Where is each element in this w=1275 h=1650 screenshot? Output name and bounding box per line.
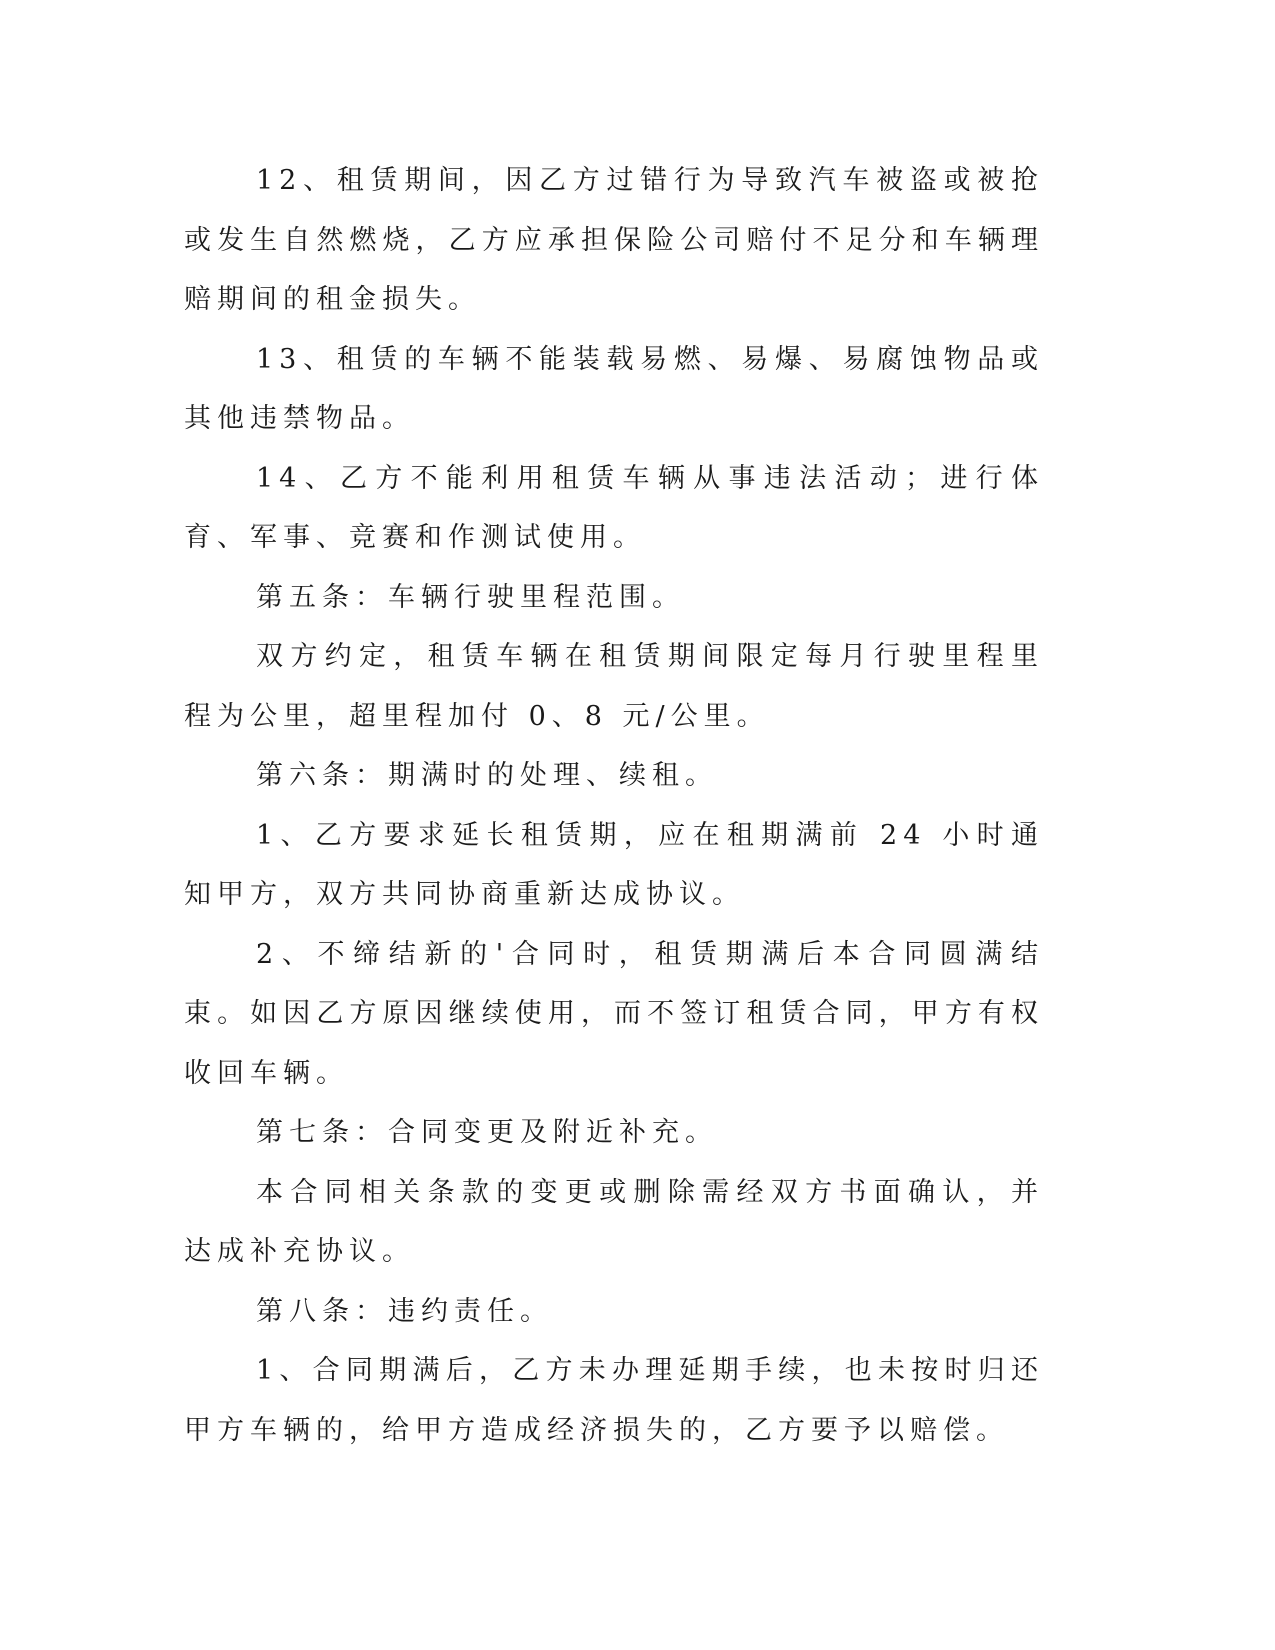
paragraph-clause-13: 13、租赁的车辆不能装载易燃、易爆、易腐蚀物品或其他违禁物品。	[184, 343, 1044, 434]
paragraph-amendment: 本合同相关条款的变更或删除需经双方书面确认，并达成补充协议。	[184, 1176, 1044, 1267]
document-body	[184, 151, 1044, 1460]
heading-article-5: 第五条：车辆行驶里程范围。	[256, 581, 685, 613]
paragraph-renewal-1: 1、乙方要求延长租赁期，应在租期满前 24 小时通知甲方，双方共同协商重新达成协议。	[184, 819, 1044, 910]
paragraph-mileage-agreement: 双方约定，租赁车辆在租赁期间限定每月行驶里程里程为公里，超里程加付 0、8 元/公里。	[184, 641, 1044, 732]
paragraph-renewal-2: 2、不缔结新的'合同时，租赁期满后本合同圆满结束。如因乙方原因继续使用，而不签订租赁合同，甲方有权收回车辆。	[184, 938, 1044, 1089]
heading-article-7: 第七条：合同变更及附近补充。	[256, 1117, 718, 1148]
paragraph-liability-1: 1、合同期满后，乙方未办理延期手续，也未按时归还甲方车辆的，给甲方造成经济损失的，乙方要予以赔偿。	[184, 1355, 1044, 1446]
paragraph-clause-14: 14、乙方不能利用租赁车辆从事违法活动；进行体育、军事、竞赛和作测试使用。	[184, 462, 1044, 553]
heading-article-8: 第八条：违约责任。	[256, 1295, 553, 1327]
heading-article-6: 第六条：期满时的处理、续租。	[256, 760, 718, 791]
paragraph-clause-12: 12、租赁期间，因乙方过错行为导致汽车被盗或被抢或发生自然燃烧，乙方应承担保险公司赔付不足分和车辆理赔期间的租金损失。	[184, 165, 1044, 315]
